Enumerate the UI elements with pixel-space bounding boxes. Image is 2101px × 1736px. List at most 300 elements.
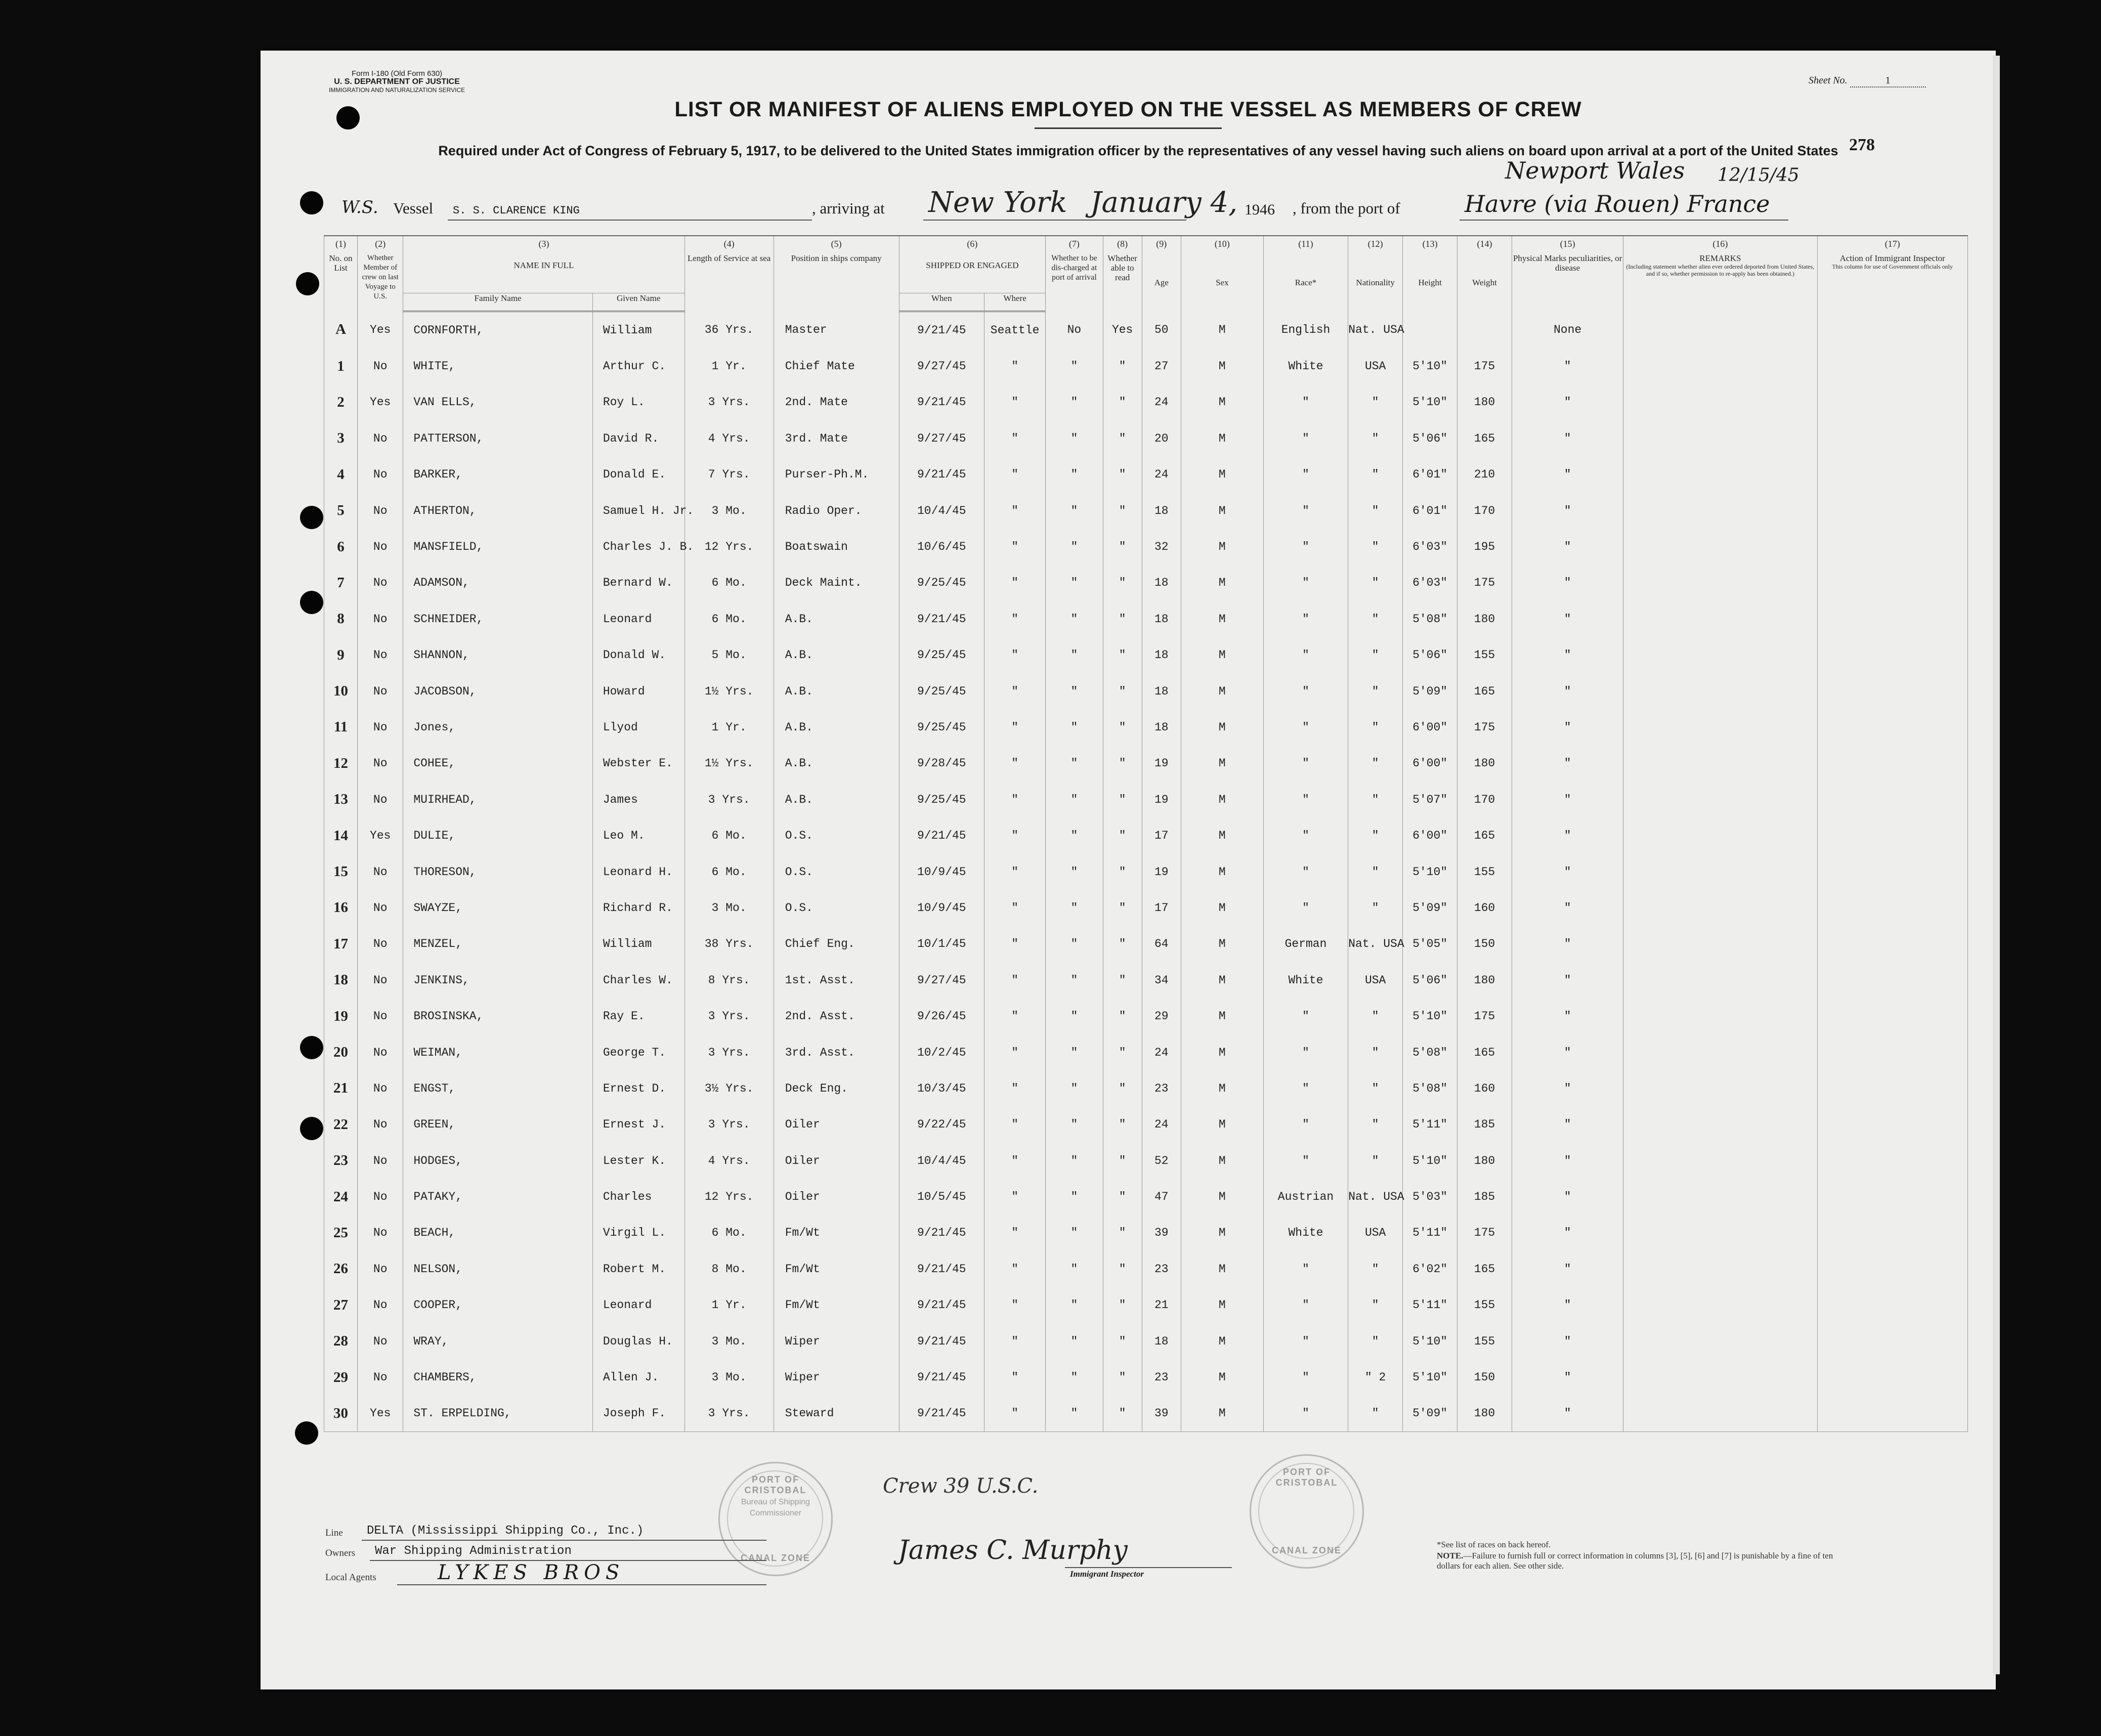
position-cell: A.B.	[774, 782, 899, 817]
shipped-where-cell: "	[984, 1070, 1046, 1106]
row-number: 15	[324, 854, 358, 890]
prev-voyage-cell: No	[358, 1251, 403, 1287]
given-name-cell: Ernest J.	[592, 1107, 684, 1143]
nationality-cell: "	[1348, 854, 1403, 890]
owners-label: Owners	[325, 1548, 356, 1558]
nationality-cell: "	[1348, 709, 1403, 745]
sheet-number-label	[1809, 75, 1926, 88]
position-cell: Oiler	[774, 1179, 899, 1214]
nationality-cell: "	[1348, 384, 1403, 420]
race-cell: "	[1263, 1034, 1348, 1070]
given-name-cell: Douglas H.	[592, 1323, 684, 1359]
service-length-cell: 3½ Yrs.	[684, 1070, 774, 1106]
age-cell: 24	[1142, 1034, 1181, 1070]
stamp-left-bottom: CANAL ZONE	[741, 1553, 810, 1563]
row-number: 27	[324, 1287, 358, 1323]
position-cell: Oiler	[774, 1143, 899, 1179]
shipped-when-cell: 9/21/45	[899, 1396, 984, 1432]
colnum-1: (1)	[324, 236, 358, 253]
age-cell: 27	[1142, 348, 1181, 384]
service-length-cell: 1½ Yrs.	[684, 673, 774, 709]
table-row	[324, 1107, 1968, 1143]
header-family-name: Family Name	[403, 293, 592, 312]
prev-voyage-cell: No	[358, 998, 403, 1034]
family-name-cell: DULIE,	[403, 817, 592, 853]
physical-marks-cell: "	[1512, 1143, 1623, 1179]
row-number: 24	[324, 1179, 358, 1214]
race-cell: "	[1263, 457, 1348, 493]
race-cell: "	[1263, 1323, 1348, 1359]
discharge-cell: "	[1046, 637, 1103, 673]
physical-marks-cell: "	[1512, 890, 1623, 926]
nationality-cell: "	[1348, 1070, 1403, 1106]
age-cell: 21	[1142, 1287, 1181, 1323]
age-cell: 19	[1142, 782, 1181, 817]
inspector-action-cell	[1817, 384, 1968, 420]
physical-marks-cell: "	[1512, 998, 1623, 1034]
service-length-cell: 3 Mo.	[684, 890, 774, 926]
row-number: 18	[324, 962, 358, 998]
row-number: 21	[324, 1070, 358, 1106]
colnum-15: (15)	[1512, 236, 1623, 253]
inspector-action-cell	[1817, 529, 1968, 565]
weight-cell: 165	[1457, 1034, 1512, 1070]
agents-underline	[397, 1584, 766, 1585]
family-name-cell: Jones,	[403, 709, 592, 745]
age-cell: 52	[1142, 1143, 1181, 1179]
form-number: Form I-180 (Old Form 630)	[351, 69, 443, 78]
weight-cell	[1457, 312, 1512, 349]
shipped-where-cell: "	[984, 637, 1046, 673]
prev-voyage-cell: No	[358, 1323, 403, 1359]
arriving-label: , arriving at	[812, 199, 885, 217]
weight-cell: 150	[1457, 926, 1512, 962]
shipped-when-cell: 9/27/45	[899, 962, 984, 998]
shipped-when-cell: 9/21/45	[899, 601, 984, 637]
able-to-read-cell: "	[1103, 529, 1142, 565]
header-discharged: Whether to be dis-charged at port of arrival	[1046, 253, 1103, 312]
table-row	[324, 1287, 1968, 1323]
nationality-cell: Nat. USA	[1348, 312, 1403, 349]
remarks-cell	[1623, 854, 1817, 890]
age-cell: 29	[1142, 998, 1181, 1034]
sex-cell: M	[1181, 1323, 1263, 1359]
row-number: 2	[324, 384, 358, 420]
weight-cell: 175	[1457, 709, 1512, 745]
row-number: 28	[324, 1323, 358, 1359]
sex-cell: M	[1181, 746, 1263, 782]
discharge-cell: "	[1046, 1396, 1103, 1432]
discharge-cell: "	[1046, 1287, 1103, 1323]
colnum-8: (8)	[1103, 236, 1142, 253]
race-cell: Austrian	[1263, 1179, 1348, 1214]
prev-voyage-cell: No	[358, 962, 403, 998]
remarks-cell	[1623, 1396, 1817, 1432]
shipped-where-cell: "	[984, 673, 1046, 709]
header-able-to-read: Whether able to read	[1103, 253, 1142, 312]
discharge-cell: "	[1046, 709, 1103, 745]
sex-cell: M	[1181, 890, 1263, 926]
note-label: NOTE.	[1437, 1551, 1464, 1560]
header-race: Race*	[1263, 253, 1348, 312]
service-length-cell: 3 Yrs.	[684, 1034, 774, 1070]
nationality-cell: "	[1348, 1251, 1403, 1287]
height-cell: 5'10"	[1403, 1143, 1457, 1179]
nationality-cell: "	[1348, 673, 1403, 709]
nationality-cell: "	[1348, 1143, 1403, 1179]
inspector-action-cell	[1817, 637, 1968, 673]
sex-cell: M	[1181, 1287, 1263, 1323]
race-cell: "	[1263, 637, 1348, 673]
given-name-cell: Donald E.	[592, 457, 684, 493]
given-name-cell: Ray E.	[592, 998, 684, 1034]
prev-voyage-cell: No	[358, 1143, 403, 1179]
given-name-cell: Howard	[592, 673, 684, 709]
sex-cell: M	[1181, 1251, 1263, 1287]
able-to-read-cell: "	[1103, 1396, 1142, 1432]
physical-marks-cell: "	[1512, 1034, 1623, 1070]
able-to-read-cell: "	[1103, 962, 1142, 998]
weight-cell: 185	[1457, 1107, 1512, 1143]
prev-voyage-cell: No	[358, 1215, 403, 1251]
table-row	[324, 384, 1968, 420]
age-cell: 24	[1142, 457, 1181, 493]
family-name-cell: ATHERTON,	[403, 493, 592, 529]
age-cell: 24	[1142, 1107, 1181, 1143]
prev-voyage-cell: No	[358, 529, 403, 565]
weight-cell: 165	[1457, 673, 1512, 709]
given-name-cell: William	[592, 312, 684, 349]
position-cell: Radio Oper.	[774, 493, 899, 529]
height-cell: 5'06"	[1403, 420, 1457, 456]
weight-cell: 175	[1457, 565, 1512, 601]
colnum-3: (3)	[403, 236, 684, 253]
sex-cell: M	[1181, 1143, 1263, 1179]
able-to-read-cell: "	[1103, 457, 1142, 493]
able-to-read-cell: "	[1103, 1143, 1142, 1179]
nationality-cell: "	[1348, 1034, 1403, 1070]
inspector-action-cell	[1817, 1287, 1968, 1323]
service-length-cell: 6 Mo.	[684, 1215, 774, 1251]
shipped-where-cell: "	[984, 493, 1046, 529]
height-cell: 6'02"	[1403, 1251, 1457, 1287]
table-row	[324, 312, 1968, 349]
given-name-cell: Lester K.	[592, 1143, 684, 1179]
vessel-name: S. S. CLARENCE KING	[453, 204, 580, 217]
weight-cell: 150	[1457, 1359, 1512, 1395]
punch-hole	[296, 272, 319, 295]
position-cell: Purser-Ph.M.	[774, 457, 899, 493]
weight-cell: 210	[1457, 457, 1512, 493]
document-title: LIST OR MANIFEST OF ALIENS EMPLOYED ON THE VESSEL AS MEMBERS OF CREW	[674, 97, 1582, 121]
age-cell: 17	[1142, 890, 1181, 926]
position-cell: Wiper	[774, 1323, 899, 1359]
age-cell: 39	[1142, 1215, 1181, 1251]
shipped-where-cell: "	[984, 854, 1046, 890]
height-cell: 5'11"	[1403, 1287, 1457, 1323]
height-cell: 5'06"	[1403, 962, 1457, 998]
shipped-when-cell: 9/21/45	[899, 817, 984, 853]
shipped-when-cell: 10/4/45	[899, 493, 984, 529]
prev-voyage-cell: No	[358, 1359, 403, 1395]
prev-voyage-cell: No	[358, 420, 403, 456]
race-cell: White	[1263, 1215, 1348, 1251]
height-cell: 6'00"	[1403, 709, 1457, 745]
position-cell: Fm/Wt	[774, 1287, 899, 1323]
race-cell: "	[1263, 782, 1348, 817]
shipped-when-cell: 10/9/45	[899, 854, 984, 890]
shipped-when-cell: 9/25/45	[899, 782, 984, 817]
age-cell: 17	[1142, 817, 1181, 853]
family-name-cell: VAN ELLS,	[403, 384, 592, 420]
row-number: 26	[324, 1251, 358, 1287]
table-row	[324, 709, 1968, 745]
given-name-cell: William	[592, 926, 684, 962]
able-to-read-cell: "	[1103, 1070, 1142, 1106]
from-port: Havre (via Rouen) France	[1465, 190, 1770, 218]
table-row	[324, 782, 1968, 817]
age-cell: 64	[1142, 926, 1181, 962]
nationality-cell: "	[1348, 420, 1403, 456]
height-cell: 6'01"	[1403, 457, 1457, 493]
sex-cell: M	[1181, 926, 1263, 962]
age-cell: 50	[1142, 312, 1181, 349]
weight-cell: 175	[1457, 998, 1512, 1034]
position-cell: 1st. Asst.	[774, 962, 899, 998]
vessel-label: Vessel	[393, 199, 434, 217]
remarks-note: (Including statement whether alien ever ordered deported from United States, and if so, whether permission to re-apply has been obtained.)	[1626, 263, 1815, 277]
table-row	[324, 457, 1968, 493]
service-length-cell: 3 Yrs.	[684, 998, 774, 1034]
race-cell: German	[1263, 926, 1348, 962]
from-underline	[1460, 220, 1788, 221]
family-name-cell: GREEN,	[403, 1107, 592, 1143]
arrival-date: January 4,	[1090, 186, 1237, 219]
row-number: 16	[324, 890, 358, 926]
shipped-when-cell: 9/28/45	[899, 746, 984, 782]
row-number: A	[324, 312, 358, 349]
shipped-where-cell: "	[984, 782, 1046, 817]
nationality-cell: "	[1348, 565, 1403, 601]
crew-count-note: Crew 39 U.S.C.	[883, 1474, 1039, 1498]
given-name-cell: Webster E.	[592, 746, 684, 782]
discharge-cell: "	[1046, 601, 1103, 637]
weight-cell: 180	[1457, 962, 1512, 998]
weight-cell: 170	[1457, 782, 1512, 817]
nationality-cell: "	[1348, 601, 1403, 637]
age-cell: 19	[1142, 854, 1181, 890]
height-cell: 5'09"	[1403, 1396, 1457, 1432]
prev-voyage-cell: No	[358, 890, 403, 926]
sex-cell: M	[1181, 565, 1263, 601]
nationality-cell: "	[1348, 529, 1403, 565]
table-row	[324, 1396, 1968, 1432]
prev-voyage-cell: No	[358, 493, 403, 529]
weight-cell: 155	[1457, 637, 1512, 673]
owners-value: War Shipping Administration	[375, 1544, 572, 1558]
nationality-cell: "	[1348, 637, 1403, 673]
discharge-cell: "	[1046, 1215, 1103, 1251]
cristobal-stamp-right	[1250, 1454, 1364, 1569]
shipped-where-cell: "	[984, 962, 1046, 998]
physical-marks-cell: "	[1512, 601, 1623, 637]
physical-marks-cell: "	[1512, 457, 1623, 493]
height-cell: 5'06"	[1403, 637, 1457, 673]
physical-marks-cell: "	[1512, 1396, 1623, 1432]
able-to-read-cell: "	[1103, 565, 1142, 601]
shipped-when-cell: 9/27/45	[899, 348, 984, 384]
discharge-cell: "	[1046, 998, 1103, 1034]
row-number: 29	[324, 1359, 358, 1395]
weight-cell: 180	[1457, 1143, 1512, 1179]
service-length-cell: 38 Yrs.	[684, 926, 774, 962]
position-cell: A.B.	[774, 746, 899, 782]
row-number: 19	[324, 998, 358, 1034]
given-name-cell: Charles W.	[592, 962, 684, 998]
remarks-cell	[1623, 746, 1817, 782]
discharge-cell: "	[1046, 854, 1103, 890]
remarks-cell	[1623, 673, 1817, 709]
able-to-read-cell: "	[1103, 637, 1142, 673]
inspector-label: Immigrant Inspector	[1070, 1569, 1144, 1579]
remarks-cell	[1623, 817, 1817, 853]
header-nationality: Nationality	[1348, 253, 1403, 312]
colnum-14: (14)	[1457, 236, 1512, 253]
prev-voyage-cell: Yes	[358, 817, 403, 853]
given-name-cell: Joseph F.	[592, 1396, 684, 1432]
row-number: 5	[324, 493, 358, 529]
height-cell	[1403, 312, 1457, 349]
prev-voyage-cell: No	[358, 1070, 403, 1106]
shipped-when-cell: 9/26/45	[899, 998, 984, 1034]
race-cell: "	[1263, 1143, 1348, 1179]
shipped-where-cell: "	[984, 348, 1046, 384]
family-name-cell: SCHNEIDER,	[403, 601, 592, 637]
given-name-cell: Arthur C.	[592, 348, 684, 384]
shipped-where-cell: "	[984, 565, 1046, 601]
requirement-text: Required under Act of Congress of February 5, 1917, to be delivered to the United States immigration officer by the representatives of any vessel having such aliens on board upon arrival at a port of the United States	[438, 143, 1838, 158]
punch-hole	[300, 1117, 323, 1140]
agents-label: Local Agents	[325, 1572, 376, 1583]
sex-cell: M	[1181, 673, 1263, 709]
position-cell: A.B.	[774, 673, 899, 709]
family-name-cell: THORESON,	[403, 854, 592, 890]
inspector-action-cell	[1817, 601, 1968, 637]
sex-cell: M	[1181, 1034, 1263, 1070]
family-name-cell: WRAY,	[403, 1323, 592, 1359]
table-row	[324, 926, 1968, 962]
height-cell: 6'03"	[1403, 529, 1457, 565]
row-number: 3	[324, 420, 358, 456]
prev-voyage-cell: No	[358, 348, 403, 384]
race-cell: "	[1263, 529, 1348, 565]
shipped-where-cell: "	[984, 746, 1046, 782]
header-shipped-engaged: SHIPPED OR ENGAGED	[899, 253, 1046, 293]
shipped-where-cell: "	[984, 384, 1046, 420]
able-to-read-cell: "	[1103, 782, 1142, 817]
able-to-read-cell: "	[1103, 1215, 1142, 1251]
nationality-cell: " 2	[1348, 1359, 1403, 1395]
age-cell: 23	[1142, 1070, 1181, 1106]
position-cell: Oiler	[774, 1107, 899, 1143]
shipped-where-cell: "	[984, 1396, 1046, 1432]
header-where: Where	[984, 293, 1046, 312]
height-cell: 5'09"	[1403, 890, 1457, 926]
service-length-cell: 3 Mo.	[684, 493, 774, 529]
shipped-when-cell: 9/21/45	[899, 1359, 984, 1395]
position-cell: Boatswain	[774, 529, 899, 565]
inspector-action-cell	[1817, 854, 1968, 890]
family-name-cell: MENZEL,	[403, 926, 592, 962]
shipped-where-cell: "	[984, 709, 1046, 745]
shipped-where-cell: "	[984, 926, 1046, 962]
shipped-where-cell: "	[984, 890, 1046, 926]
prev-voyage-cell: No	[358, 782, 403, 817]
physical-marks-cell: "	[1512, 1251, 1623, 1287]
position-cell: Wiper	[774, 1359, 899, 1395]
shipped-when-cell: 9/21/45	[899, 1287, 984, 1323]
agents-value: LYKES BROS	[438, 1561, 625, 1584]
able-to-read-cell: "	[1103, 890, 1142, 926]
given-name-cell: Charles	[592, 1179, 684, 1214]
stamp-left-top: PORT OF CRISTOBAL	[744, 1474, 807, 1495]
age-cell: 18	[1142, 637, 1181, 673]
given-name-cell: Leonard	[592, 601, 684, 637]
header-when: When	[899, 293, 984, 312]
shipped-when-cell: 10/6/45	[899, 529, 984, 565]
able-to-read-cell: Yes	[1103, 312, 1142, 349]
shipped-where-cell: "	[984, 1215, 1046, 1251]
service-length-cell: 5 Mo.	[684, 637, 774, 673]
height-cell: 5'07"	[1403, 782, 1457, 817]
nationality-cell: Nat. USA	[1348, 926, 1403, 962]
service-length-cell: 8 Mo.	[684, 1251, 774, 1287]
header-name-in-full: NAME IN FULL	[403, 253, 684, 293]
remarks-title: REMARKS	[1699, 253, 1741, 263]
remarks-cell	[1623, 1215, 1817, 1251]
table-row	[324, 890, 1968, 926]
header-physical-marks: Physical Marks peculiarities, or disease	[1512, 253, 1623, 312]
position-cell: Deck Eng.	[774, 1070, 899, 1106]
height-cell: 5'10"	[1403, 384, 1457, 420]
sheet-number: 1	[1850, 75, 1926, 88]
race-cell: "	[1263, 854, 1348, 890]
remarks-cell	[1623, 962, 1817, 998]
given-name-cell: Leonard	[592, 1287, 684, 1323]
sex-cell: M	[1181, 817, 1263, 853]
discharge-cell: "	[1046, 565, 1103, 601]
able-to-read-cell: "	[1103, 384, 1142, 420]
fine-note	[1437, 1551, 1841, 1571]
row-number: 1	[324, 348, 358, 384]
physical-marks-cell: "	[1512, 1070, 1623, 1106]
sex-cell: M	[1181, 998, 1263, 1034]
prev-voyage-cell: Yes	[358, 384, 403, 420]
crew-manifest-table	[324, 235, 1968, 1432]
family-name-cell: WEIMAN,	[403, 1034, 592, 1070]
inspector-action-cell	[1817, 926, 1968, 962]
shipped-where-cell: "	[984, 420, 1046, 456]
row-number: 8	[324, 601, 358, 637]
family-name-cell: COHEE,	[403, 746, 592, 782]
table-row	[324, 348, 1968, 384]
remarks-cell	[1623, 601, 1817, 637]
discharge-cell: No	[1046, 312, 1103, 349]
sheet-label: Sheet No.	[1809, 75, 1848, 86]
discharge-cell: "	[1046, 962, 1103, 998]
shipped-where-cell: "	[984, 1179, 1046, 1214]
table-row	[324, 962, 1968, 998]
